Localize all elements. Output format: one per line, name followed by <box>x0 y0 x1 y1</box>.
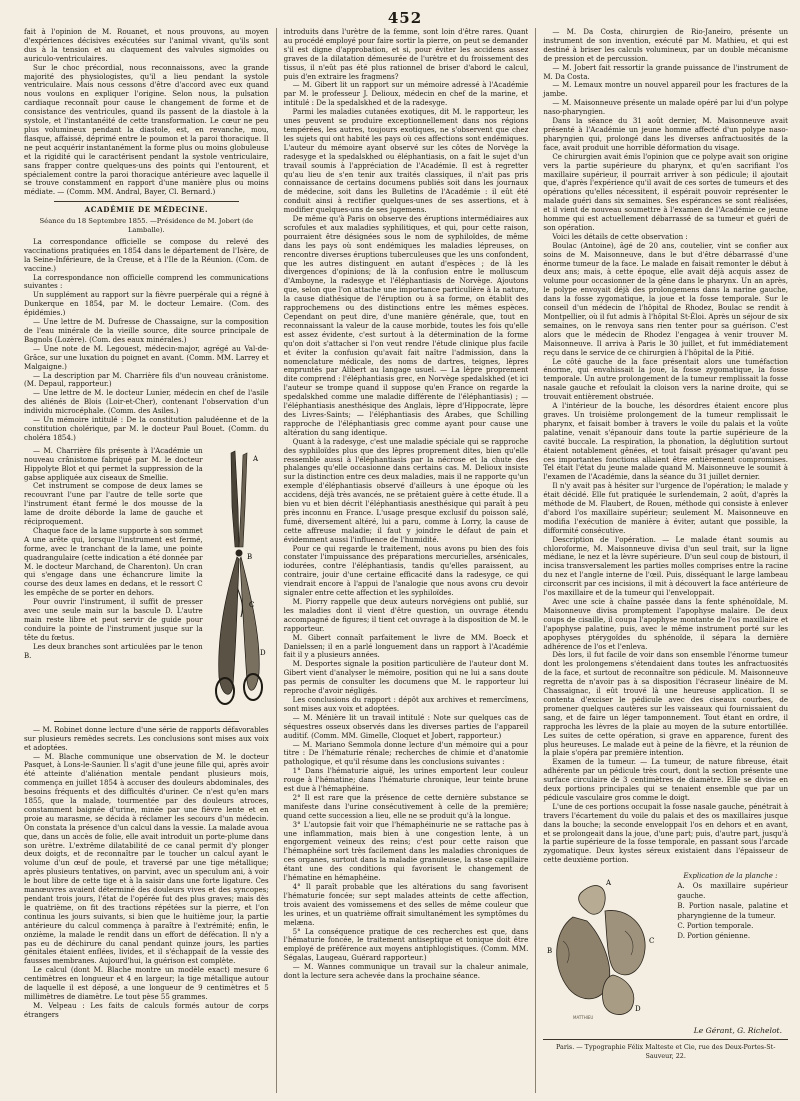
paragraph: Voici les détails de cette observation : <box>552 231 688 241</box>
paragraph: — M. Ménière lit un travail intitulé : Note sur quelques cas de séquestres osseux observés dans les diverses parties de l'appareil auditif. (Comm. MM. Gimelle, Cloquet et Jobert, rapporteur.) <box>283 712 529 740</box>
col1-correspondence <box>24 238 269 443</box>
paragraph: Sur le choc précordial, nous reconnaissons, avec la grande majorité des physiologistes, qu'il a lieu pendant la systole ventriculaire. Mais nous cessons d'être d'accord avec eux quand nous voulons en expliquer l'origine. Selon nous, la pulsation cardiaque reconnaît pour cause le changement de forme et de consistance des ventricules, quand ils passent de la diastole à la systole, et l'instantanéité de cette transformation. Le cœur ne peu plus volumineux pendant la diastole, est, en revanche, mou, flasque, affaissé, déprimé entre le poumon et la paroi thoracique. Il ne peut acquérir instantanément la forme plus ou moins globuleuse et la rigidité qui le caractérisent pendant la systole ventriculaire, sans frapper contre quelques-uns des points qui l'entourent, et spécialement contre la paroi thoracique antérieure avec laquelle il se trouve constamment en rapport d'une manière plus ou moins médiate. — (Comm. MM. Andral, Bayer, Cl. Bernard.) <box>24 62 269 197</box>
paragraph: Il n'y avait pas à hésiter sur l'urgence de l'opération; le malade y était décidé. Elle fut pratiquée le surlendemain, 2 août, d'après la méthode de M. Flaubert, de Rouen, méthode qui consiste à enlever d'abord l'os maxillaire supérieur; seulement M. Maisonneuve en modifia l'exécution de manière à éviter, autant que possible, la difformité consécutive. <box>543 481 789 535</box>
figure-label: D <box>259 648 266 657</box>
session-line: Séance du 18 Septembre 1855. —Présidence de M. Jobert (de Lamballe). <box>39 217 254 235</box>
paragraph: Le calcul (dont M. Blache montre un modèle exact) mesure 6 centimètres en longueur et 4 en largeur; la tige métallique autour de laquelle il est déposé, a une longueur de 9 centimètres et 5 millimètres de diamètre. Le tout pèse 55 grammes. <box>24 965 269 1001</box>
paragraph: Les conclusions du rapport : dépôt aux archives et remercîmens, sont mises aux voix et adoptées. <box>283 694 529 713</box>
plate-label: D <box>635 1005 641 1014</box>
paragraph: La correspondance officielle se compose du relevé des vaccinations pratiquées en 1854 dans le département de l'Isère, de la Seine-Inférieure, de la Creuse, et à l'Ile de la Réunion. (Com. de vaccine.) <box>24 236 269 273</box>
divider <box>54 721 239 722</box>
paragraph: — M. Maisonneuve présente un malade opéré par lui d'un polype naso-pharyngien. <box>543 98 789 117</box>
col1-bottom <box>24 726 269 1020</box>
paragraph: — M. Gibert lit un rapport sur un mémoire adressé à l'Académie par M. le professeur J. Delioux, médecin en chef de la marine, et intitulé : De la spedalskhed et de la radesyge. <box>283 80 529 108</box>
paragraph: Dans la séance du 31 août dernier, M. Maisonneuve avait présenté à l'Académie un jeune homme affecté d'un polype naso-pharyngien qui, prolongé dans les diverses anfractuosités de la face, avait produit une horrible déformation du visage. <box>543 116 789 152</box>
paragraph: A l'intérieur de la bouche, les désordres étaient encore plus graves. Un troisième prolongement de la tumeur remplissait le pharynx, et faisait bomber à travers le voile du palais et la voûte palatine, venait s'épanouir dans toute la partie supérieure de la cavité buccale. La respiration, la phonation, la déglutition surtout étaient notablement gênées, et tout faisait présager qu'avant peu ces importantes fonctions allaient être entièrement compromises. Tel était l'état du jeune malade quand M. Maisonneuve le soumit à l'examen de l'Académie, dans la séance du 31 juillet dernier. <box>543 401 789 482</box>
paragraph: Ce chirurgien avait émis l'opinion que ce polype avait son origine vers la partie supérieure du pharynx, et qu'en sacrifiant l'os maxillaire supérieur, il pourrait arriver à son pédicule; il ajoutait que, d'après l'expérience qu'il avait de ces sortes de tumeurs et des opérations qu'elles nécessitent, il espérait pouvoir représenter le malade guéri dans six semaines. Ses espérances se sont réalisées, et il vient de nouveau soumettre à l'examen de l'Académie ce jeune homme qui est actuellement débarrassé de sa tumeur et guéri de son opération. <box>543 151 789 232</box>
paragraph: La correspondance non officielle comprend les communications suivantes : <box>24 272 269 291</box>
paragraph: — Un mémoire intitulé : De la constitution paludéenne et de la constitution cholérique, par M. le docteur Paul Bouet. (Comm. du choléra 1854.) <box>24 415 269 442</box>
paragraph: — M. Mariano Semmola donne lecture d'un mémoire qui a pour titre : De l'hématurie rénale; recherches de chimie et d'anatomie pathologique, et qu'il résume dans les conclusions suivantes : <box>283 739 529 767</box>
paragraph: — Une note de M. Legouest, médecin-major, agrégé au Val-de-Grâce, sur une luxation du poignet en avant. (Comm. MM. Larrey et Malgaigne.) <box>24 343 269 371</box>
paragraph: — Une lettre de M. Dufresse de Chassaigne, sur la composition de l'eau minérale de la vieille source, dite source principale de Bagnols (Lozère). (Com. des eaux minérales.) <box>24 317 269 344</box>
paragraph: Le côté gauche de la face présentait alors une tuméfaction énorme, qui envahissait la joue, la fosse zygomatique, la fosse temporale. Un autre prolongement de la tumeur remplissait la fosse nasale gauche et refoulait la cloison vers la narine droite, qui se trouvait entièrement obstruée. <box>543 356 789 402</box>
paragraph: — M. Wannes communique un travail sur la chaleur animale, dont la lecture sera achevée dans la prochaine séance. <box>283 962 529 981</box>
paragraph: introduits dans l'urètre de la femme, sont loin d'être rares. Quant au procédé employé pour faire sortir la pierre, on peut se demander s'il est digne d'approbation, et si, pour éviter les accidens assez graves de la dilatation démesurée de l'urètre et du froissement des tissus, il n'eût pas été plus rationnel de briser d'abord le calcul, puis d'en extraire les fragmens? <box>283 28 529 81</box>
figure-label: A <box>252 454 258 463</box>
caption-item: B. Portion nasale, palatine et pharyngienne de la tumeur. <box>677 902 789 921</box>
paragraph: M. Piorry rappelle que deux auteurs norvégiens ont publié, sur les maladies dont il vient d'être question, un ouvrage étendu accompagné de figures; il tient cet ouvrage à la disposition de M. le rapporteur. <box>283 597 529 633</box>
paragraph: Les deux branches sont articulées par le tenon B. <box>24 641 203 660</box>
paragraph: — Une lettre de M. le docteur Lunier, médecin en chef de l'asile des aliénés de Blois (Loir-et-Cher), contenant l'observation d'un individu microcéphale. (Comm. des Asiles.) <box>24 388 269 416</box>
section-title: ACADÉMIE DE MÉDECINE. <box>84 205 209 215</box>
paragraph: Chaque face de la lame supporte à son sommet A une arête qui, lorsque l'instrument est fermé, forme, avec le tranchant de la lame, une pointe quadrangulaire (cette indication a été donnée par M. le docteur Marchand, de Charenton). Un cran qui s'engage dans une échancrure limite la course des deux lames en dedans, et le ressort C les empêche de se porter en dehors. <box>24 525 203 598</box>
paragraph: M. Gibert connaît parfaitement le livre de MM. Boeck et Danielssen; il en a parlé longuement dans un rapport à l'Académie fait il y a plusieurs années. <box>283 632 529 660</box>
paragraph: Un supplément au rapport sur la fièvre puerpérale qui a régné à Dunkerque en 1854, par M. le docteur Lemaire. (Com. des épidémies.) <box>24 290 269 318</box>
column-3 <box>535 28 788 1093</box>
caption-item: D. Portion génienne. <box>677 932 751 941</box>
plate-label: B <box>547 947 553 956</box>
paragraph: 5° La conséquence pratique de ces recherches est que, dans l'hématurie foncée, le traitement antiseptique et tonique doit être employé de préférence aux moyens antiphlogistiques. (Comm. MM. Ségalas, Laugeau, Guérard rapporteur.) <box>283 926 529 963</box>
paragraph: — M. Blache communique une observation de M. le docteur Pasquet, à Lons-le-Saunier. Il s'agit d'une jeune fille qui, après avoir été atteinte d'aliénation mentale pendant plusieurs mois, commença en juillet 1854 à accuser des douleurs abdominales, des besoins fréquents et des difficultés d'uriner. Ce n'est qu'en mars 1855, que la malade, tourmentée par des douleurs atroces, constamment baignée d'urine, minée par une fièvre lente et en proie au marasme, se décida à réclamer les secours d'un médecin. On constata la présence d'un calcul dans la vessie. La malade avoua que, dans un accès de folie, elle avait introduit un porte-plume dans son urètre. L'extrême dilatabilité de ce canal permit d'y plonger deux doigts, et de reconnaître par le toucher un calcul ayant le volume d'un œuf de poule, et traversé par une tige métallique; après plusieurs tentatives, on parvint, avec un speculum ani, à voir le bout libre de cette tige et à la saisir dans une forte ligature. Ces manœuvres avaient déterminé des douleurs vives et des syncopes; pendant trois jours, l'état de l'opérée fut des plus graves; mais dès le quatrième, on fit des tractions répétées sur la pierre, et l'on continua les jours suivants, si bien que le huitième jour, la partie antérieure du calcul commença à paraître à l'extrémité; enfin, le onzième, la malade le rendit dans un effort de défécation. Il n'y a pas eu de déchirure du canal pendant quinze jours, les parties génitales étaient enflées, livides, et il s'échappait de la vessie des fausses membranes. Aujourd'hui, la guérison est complète. <box>24 751 269 966</box>
paragraph: Pour ce qui regarde le traitement, nous avons pu bien des fois constater l'impuissance des préparations mercurielles, arsénicales, iodurées, contre l'éléphantiasis, tandis qu'elles paraissent, au contraire, jouir d'une certaine efficacité dans la radesyge, ce qui viendrait encore à l'appui de l'analogie que nous avons cru devoir signaler entre cette affection et les syphiloïdes. <box>283 543 529 598</box>
paragraph: Pour ouvrir l'instrument, il suffit de presser avec une seule main sur la bascule D. L'autre main reste libre et peut servir de guide pour conduire la pointe de l'instrument jusque sur la tête du fœtus. <box>24 597 203 642</box>
page-number: 452 <box>387 9 423 27</box>
paragraph: Quant à la radesyge, c'est une maladie spéciale qui se rapproche des syphiloïdes plus que des lèpres proprement dites, bien qu'elle ressemble aussi à l'éléphantiasis par la nécrose et la chute des phalanges qu'elle occasionne dans certains cas. M. Delioux insiste sur la distinction entre ces deux maladies, mais il ne rapporte qu'un exemple d'éléphantiasis observé d'ailleurs à une époque où les accidens, déjà très avancés, ne se prêtaient guère à cette étude. Il a bien vu et bien décrit l'éléphantiasis anesthésique qui paraît à peu près inconnu en France. L'usage presque exclusif du poisson salé, fumé, diversement altéré, lui a paru, comme à Lorry, la cause de cette affreuse maladie; il faut y joindre le défaut de pain et évidemment aussi l'influence de l'humidité. <box>283 436 529 544</box>
column-2 <box>276 28 529 1093</box>
divider <box>54 201 239 202</box>
paragraph: M. Desportes signale la position particulière de l'auteur dont M. Gibert vient d'analyser le mémoire, position qui ne lui a sans doute pas permis de consulter les documens que M. le rapporteur lui reproche d'avoir négligés. <box>283 659 529 696</box>
col1-top <box>24 28 269 197</box>
paragraph: Avec une scie à chaîne passée dans la fente sphénoïdale, M. Maisonneuve divisa promptement l'apophyse malaire. De deux coups de cisaille, il coupa l'apophyse montante de l'os maxillaire et l'apophyse palatine, puis, avec le même instrument porté sur les apophyses ptérygoïdes du sphénoïde, il sépara la dernière adhérence de l'os et l'enleva. <box>543 597 789 651</box>
plate-caption <box>665 871 788 1021</box>
paragraph: 1° Dans l'hématurie aiguë, les urines emportent leur couleur rouge à l'hématine; dans l'hématurie chronique, leur teinte brune est due à l'hémaphéine. <box>283 766 529 794</box>
figure-text <box>24 447 203 717</box>
plate-label: A <box>606 879 612 888</box>
columns <box>24 28 788 1093</box>
paragraph: — M. Jobert fait ressortir la grande puissance de l'instrument de M. Da Costa. <box>543 62 789 81</box>
paragraph: 3° L'autopsie fait voir que l'hémaphéinurie ne se rattache pas à une inflammation, mais bien à une congestion lente, à un engorgement veineux des reins; c'est pour cette raison que l'hémaphéine sort très facilement dans les maladies chroniques de ces organes, surtout dans la maladie granuleuse, la stase capillaire étant une des conditions qui favorisent le changement de l'hématine en hémaphéine. <box>283 819 529 883</box>
caption-item: A. Os maxillaire supérieur gauche. <box>677 882 789 901</box>
cranistome-figure <box>24 447 269 717</box>
figure-label: C <box>248 600 255 609</box>
cranistome-illustration <box>207 447 269 717</box>
paragraph: fait à l'opinion de M. Rouanet, et nous prouvons, au moyen d'expériences décisives exécutées sur l'animal vivant, qu'ils sont dus à la tension et au claquement des valvules sigmoïdes ou auriculo-ventriculaires. <box>24 28 269 63</box>
caption-item: C. Portion temporale. <box>677 922 754 931</box>
divider <box>543 1039 788 1040</box>
paragraph: — M. Robinet donne lecture d'une série de rapports défavorables sur plusieurs remèdes secrets. Les conclusions sont mises aux voix et adoptées. <box>24 724 269 752</box>
plate-label: C <box>649 937 655 946</box>
paragraph: De même qu'à Paris on observe des éruptions intermédiaires aux scrofules et aux maladies syphilitiques, et qui, pour cette raison, pourraient être désignées sous le nom de syphiloïdes, de même dans les pays où sont endémiques les maladies lépreuses, on rencontre diverses éruptions tuberculeuses que les uns confondent, que les autres distinguent en autant d'espèces ; de là les divergences d'opinions; de là la confusion entre le molluscum d'Amboyne, la radesyge et l'éléphantiasis de Norvège. Ajoutons que, selon que l'on attache une importance particulière à la nature, la cause diathésique de l'éruption ou à sa forme, on établit des rapprochemens ou des distinctions entre les mêmes espèces. Cependant on peut dire, d'une manière générale, que, tout en reconnaissant la valeur de la cause morbide, toutes les fois qu'elle est assez évidente, c'est surtout à la détermination de la forme qu'on doit s'attacher si l'on veut rendre l'étude clinique plus facile et éviter la confusion qu'avait fait naître l'admission, dans la nomenclature médicale, des noms de dartres, teignes, lèpres empruntés par Alibert au langage usuel. — La lèpre proprement dite comprend : l'éléphantiasis grec, en Norvège spedalskhed (et ici l'auteur se trompe quand il suppose qu'en France on regarde la spedalskhed comme une maladie différente de l'éléphantiasis) ; — l'éléphantiasis anesthésique des Anglais, lèpre d'Hippocrate, lèpre des Livres-Saints; — l'éléphantiasis des Arabes, que Schilling rapproche de l'éléphantiasis grec comme ayant pour cause une altération du sang identique. <box>283 214 529 437</box>
figure-label: B <box>246 552 252 561</box>
paragraph: — M. Da Costa, chirurgien de Rio-Janeiro, présente un instrument de son invention, exécuté par M. Mathieu, et qui est destiné à briser les calculs volumineux, par un double mécanisme de pression et de percussion. <box>543 28 789 63</box>
paragraph: Examen de la tumeur. — La tumeur, de nature fibreuse, était adhérente par un pédicule très court, dont la section présente une surface circulaire de 3 centimètres de diamètre. Elle se divise en deux portions principales qui se tenaient ensemble que par un pédicule vasculaire gros comme le doigt. <box>543 757 789 802</box>
paragraph: — M. Lemaux montre un nouvel appareil pour les fractures de la jambe. <box>543 80 789 99</box>
paragraph: Description de l'opération. — Le malade étant soumis au chloroforme, M. Maisonneuve divisa d'un seul trait, sur la ligne médiane, le nez et la lèvre supérieure. D'un seul coup de bistouri, il incisa transversalement les parties molles comprises entre la racine du nez et l'angle interne de l'œil. Puis, disséquant le large lambeau circonscrit par ces incisions, il mit à découvert la face antérieure de l'os maxillaire et de la tumeur qui l'enveloppait. <box>543 534 789 598</box>
editor-signature: Le Gérant, G. Richelot. <box>693 1026 783 1036</box>
plate-engraver-mark: MATTHIEU <box>573 1015 594 1021</box>
paragraph: Boulac (Antoine), âgé de 20 ans, coutelier, vint se confier aux soins de M. Maisonneuve, dans le but d'être débarrassé d'une énorme tumeur de la face. Le malade en faisait remonter le début à deux ans; mais, à cette époque, elle avait déjà acquis assez de volume pour occasionner de la gêne dans le pharynx. Un an après, le polype envoyait déjà des prolongemens dans la narine gauche, dans la fosse zygomatique, la joue et la fosse temporale. Sur le conseil d'un médecin de l'hôpital de Rhodez, Boulac se rendit à Montpellier, où il fut admis à l'hôpital St-Éloi. Après un séjour de six semaines, on le renvoya sans rien tenter pour sa guérison. C'est alors que le médecin de Rhodez l'engagea à venir trouver M. Maisonneuve. Il arriva à Paris le 30 juillet, et fut immédiatement reçu dans le service de ce chirurgien à l'hôpital de la Pitié. <box>543 240 789 357</box>
paragraph: — M. Charrière fils présente à l'Académie un nouveau crânistome fabriqué par M. le docteur Hippolyte Blot et qui permet la suppression de la gabse appliquée aux ciseaux de Smellie. <box>24 445 203 482</box>
paragraph: M. Velpeau : Les faits de calculs formés autour de corps étrangers <box>24 1000 269 1019</box>
column-1 <box>24 28 269 1093</box>
paragraph: L'une de ces portions occupait la fosse nasale gauche, pénétrait à travers l'écartement du voile du palais et des os maxillaires jusque dans la bouche; la seconde enveloppait l'os en dehors et en avant, et se prolongeait dans la joue, d'une part; puis, d'autre part, jusqu'à la partie supérieure de la fosse temporale, en passant sous l'arcade zygomatique. Deux kystes séreux existaient dans l'épaisseur de cette deuxième portion. <box>543 801 789 865</box>
paragraph: 4° Il paraît probable que les altérations du sang favorisent l'hématurie foncée; sur sept malades atteints de cette affection, trois avaient des vomissemens et des selles de même couleur que les urines, et un quatrième offrait simultanément les symptômes du melæna. <box>283 882 529 927</box>
paragraph: Cet instrument se compose de deux lames se recouvrant l'une par l'autre de telle sorte que l'instrument étant fermé le dos mousse de la lame de droite déborde la lame de gauche et réciproquement. <box>24 481 203 527</box>
paragraph: — La description par M. Charrière fils d'un nouveau crânistome. (M. Depaul, rapporteur.) <box>24 370 269 389</box>
tumor-plate-illustration <box>543 871 661 1021</box>
paragraph: Parmi les maladies cutanées exotiques, dit M. le rapporteur, les unes peuvent se produire exceptionnellement dans nos régions tempérées, les autres, toujours exotiques, ne s'observent que chez les sujets qui ont habité les pays où ces affections sont endémiques. L'auteur du mémoire ayant observé sur les côtes de Norvège la radesyge et la spedalskhed ou éléphantiasis, on a fait le sujet d'un travail soumis à l'appréciation de l'Académie. Il est à regretter qu'au lieu de s'en tenir aux traités classiques, il n'ait pas pris connaissance de certains documens publiés soit dans les journaux de médecine, soit dans les Bulletins de l'Académie : il eût été conduit ainsi à rectifier quelques-unes de ses assertions, et à modifier quelques-uns de ses jugemens. <box>283 107 529 215</box>
caption-title: Explication de la planche : <box>683 872 778 881</box>
paragraph: Dès lors, il fut facile de voir dans son ensemble l'énorme tumeur dont les prolongemens s'étendaient dans toutes les anfractuosités de la face, et surtout de reconnaître son pédicule. M. Maisonneuve regretta de n'avoir pas à sa disposition l'écraseur linéaire de M. Chassaignac, il eût trouvé là une heureuse application. Il se contenta d'exciser le pédicule avec des ciseaux courbes, de promener quelques cautères sur les vaisseaux qui fournissaient du sang, et de faire un léger tamponnement. Tout étant en ordre, il rapprocha les lèvres de la plaie au moyen de la suture entortillée. Les suites de cette opération, si grave en apparence, furent des plus heureuses. Le malade eut à peine de la fièvre, et la réunion de la plaie s'opéra par première intention. <box>543 650 789 758</box>
paragraph: 2° Il est rare que la présence de cette dernière substance se manifeste dans l'urine consécutivement à celle de la première; quand cette succession a lieu, elle ne se produit qu'à la longue. <box>283 792 529 820</box>
printer-imprint: Paris. — Typographie Félix Malteste et Cie, rue des Deux-Portes-St-Sauveur, 22. <box>556 1043 776 1060</box>
plate-figure <box>543 871 788 1021</box>
